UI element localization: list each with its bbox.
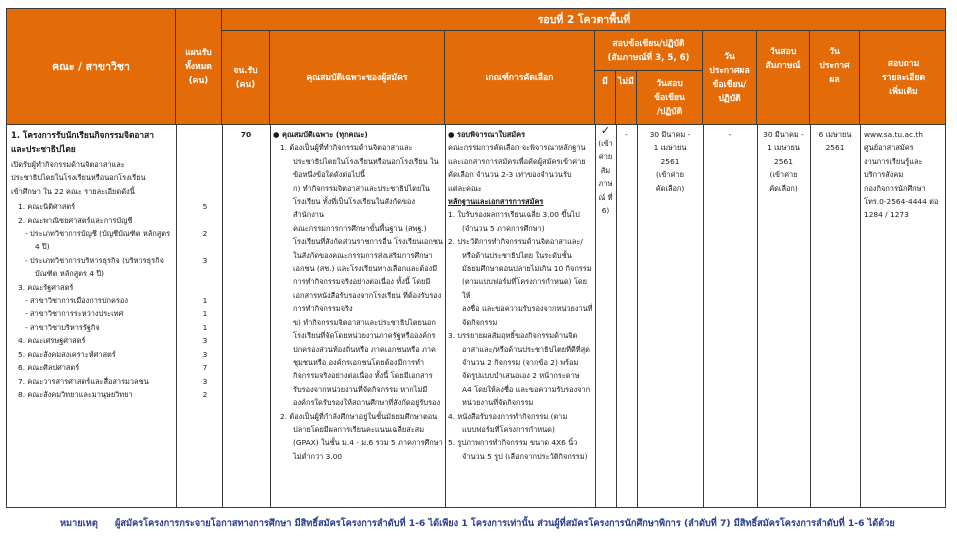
faculty-row [11,254,217,267]
contact-cell: www.sa.tu.ac.th ศูนย์อาสาสมัคร งานการเรียนรู้และ บริการสังคม กองกิจการนักศึกษา โทร.0-2564-4444 ต่อ 1284 / 1273 [864,128,946,222]
footer-note-label: หมายเหตุ [60,518,98,529]
criteria-line: อาสาและ/หรือด้านประชาธิปไตยที่ดีที่สุด [462,344,590,354]
faculty-name: 4. คณะเศรษฐศาสตร์ [18,336,86,346]
faculty-name: - ประเภทวิชาการบัญชี (บัญชีบัณฑิต หลักสูตร [25,229,171,239]
header-interview-date: วันสอบ สัมภาษณ์ [757,31,810,125]
qualification-line: ข) ทำกิจกรรมจิตอาสาและประชาธิปไตยนอก [293,317,436,327]
qualification-line: 1. ต้องเป็นผู้ที่ทำกิจกรรมด้านจิตอาสาและ [280,143,413,153]
header-accept-count: จน.รับ (คน) [222,31,270,125]
faculty-row [11,375,217,388]
faculty-row [11,321,217,334]
faculty-row [11,227,217,240]
criteria-line: จำนวน 2 กิจกรรม (จากข้อ 2) พร้อม [462,357,579,367]
faculty-row [11,200,217,213]
qualification-line: เอกสารหนังสือรับรองจากโรงเรียน ที่ต้องรับรอง [293,290,442,300]
qualification-line: ปกครองส่วนท้องถิ่นหรือ ภาคเอกชนหรือ ภาค [293,344,436,354]
header-total-quota: แผนรับ ทั้งหมด (คน) [176,9,222,125]
contact-website-link[interactable]: www.sa.tu.ac.th [864,130,923,139]
qualification-line: การทำกิจกรรมจริง [293,304,353,314]
qualification-line: รับรองจากหน่วยงานที่จัดกิจกรรม หากไม่มี [293,384,428,394]
footer-note-text: ผู้สมัครโครงการกระจายโอกาสทางการศึกษา มีสิทธิ์สมัครโครงการลำดับที่ 1-6 ได้เพียง 1 โครงการเท่านั้น ส่วนผู้ที่สมัครโครงการนักศึกษาพิการ (ลำดับที่ 7) มีสิทธิ์สมัครโครงการลำดับที่ 1-6 ได้ด้วย [115,518,895,529]
check-icon: ✓ [600,124,611,137]
program-description: เปิดรับผู้ทำกิจกรรมด้านจิตอาสาและ ประชาธิปไตยในโรงเรียนหรือนอกโรงเรียน เข้าศึกษา ใน 22 คณะ รายละเอียดดังนี้ [11,160,146,196]
qualification-line: คณะกรรมการการศึกษาขั้นพื้นฐาน (สพฐ.) [293,223,427,233]
header-exam-date: วันสอบ ข้อเขียน /ปฏิบัติ [637,71,703,125]
faculty-name: 2. คณะพาณิชยศาสตร์และการบัญชี [18,215,133,225]
program-column [11,128,217,401]
header-apply-group: สอบข้อเขียน/ปฏิบัติ (สัมภาษณ์ที่ 3, 5, 6) [595,31,703,71]
accept-count: 70 [240,130,252,139]
faculty-row [11,334,217,347]
has-exam-cell: ✓ (เข้าค่าย สัมภาษ ณ์ ที่ 6) [595,125,616,217]
faculty-row [11,294,217,307]
faculty-name: - สาขาวิชาบริหารรัฐกิจ [25,322,100,332]
faculty-quota: 3 [202,255,208,265]
faculty-quota: 2 [202,389,208,399]
criteria-line: (จำนวน 5 ภาคการศึกษา) [462,223,545,233]
faculty-name: 6. คณะศิลปศาสตร์ [18,363,80,373]
qualification-line: กิจกรรมจริงอย่างต่อเนื่อง ทั้งนี้ โดยมีเอกสาร [293,371,433,381]
qualification-line: เอกชน (สช.) และโรงเรียนทางเลือกและต้องมี [293,264,438,274]
qualification-line: โรงเรียนที่สังกัดส่วนราชการอื่น โรงเรียนเอกชน [293,237,443,247]
criteria-line: (ตามแบบฟอร์มที่โครงการกำหนด) โดยให้ [462,277,588,300]
qualification-line: โรงเรียนที่จัดโดยหน่วยงานภาครัฐหรือองค์กร [293,331,436,341]
criteria-line: จัดรูปแบบบำเสนอเอง 2 หน้ากระดาษ [462,371,580,381]
qualification-line: 2. ต้องเป็นผู้ที่กำลังศึกษาอยู่ในชั้นมัธยมศึกษาตอน [280,411,438,421]
faculty-name: 3. คณะรัฐศาสตร์ [18,282,74,292]
announce-exam-cell: - [728,130,732,139]
qualification-line: โรงเรียน ทั้งที่เป็นโรงเรียนในสังกัดของสำนักงาน [293,197,415,220]
program-title: 1. โครงการรับนักเรียนกิจกรรมจิตอาสา และประชาธิปไตย [11,130,154,154]
qualification-line: ไม่ต่ำกว่า 3.00 [293,451,343,461]
admission-table [6,8,946,508]
faculty-name: บัณฑิต หลักสูตร 4 ปี) [35,269,104,279]
header-announce-result: วัน ประกาศ ผล [810,31,860,125]
qualification-line: ● คุณสมบัติเฉพาะ (ทุกคณะ) [273,130,368,139]
qualification-line: การทำกิจกรรมจริงอย่างต่อเนื่อง ทั้งนี้ โดยมี [293,277,431,287]
faculty-row [11,240,217,253]
criteria-list [448,128,594,463]
faculty-name: - ประเภทวิชาการบริหารธุรกิจ (บริหารธุรกิจ [25,255,164,265]
faculty-row [11,281,217,294]
qualification-line: ชุมชนหรือ องค์กรเอกชนโดยต้องมีการทำ [293,357,424,367]
criteria-line: 3. บรรยายผลสัมฤทธิ์ของกิจกรรมด้านจิต [448,331,578,341]
header-criteria: เกณฑ์การคัดเลือก [445,31,595,125]
criteria-line: หรือด้านประชาธิปไตย ในระดับชั้น [462,250,572,260]
criteria-line: แบบฟอร์มที่โครงการกำหนด) [462,424,555,434]
faculty-list [11,200,217,401]
criteria-line: ● รอบพิจารณาใบสมัคร [448,130,526,139]
criteria-line: ลงชื่อ และขอความรับรองจากหน่วยงานที่ [462,304,593,314]
qualification-line: ปลายโดยมีผลการเรียนคะแนนเฉลี่ยสะสม [293,424,425,434]
header-faculty: คณะ / สาขาวิชา [7,9,176,125]
exam-date-cell: 30 มีนาคม - 1 เมษายน 2561 (เข้าค่าย คัดเลือก) [649,130,691,193]
faculty-quota: 2 [202,229,208,239]
qualification-line: (GPAX) ในชั้น ม.4 - ม.6 รวม 5 ภาคการศึกษา [293,438,443,448]
faculty-quota [197,267,213,280]
faculty-name: 8. คณะสังคมวิทยาและมานุษยวิทยา [18,389,133,399]
criteria-line: 1. ใบรับรองผลการเรียนเฉลี่ย 3.00 ขึ้นไป [448,210,580,220]
header-contact: สอบถาม รายละเอียด เพิ่มเติม [860,31,946,125]
qualification-line: ก) ทำกิจกรรมจิตอาสาและประชาธิปไตยใน [293,183,430,193]
criteria-line: 2. ประวัติการทำกิจกรรมด้านจิตอาสาและ/ [448,237,583,247]
faculty-name: 4 ปี) [35,242,50,252]
criteria-line: หลักฐานและเอกสารการสมัคร [448,197,544,207]
faculty-name: 7. คณะวารสารศาสตร์และสื่อสารมวลชน [18,376,149,386]
qualification-line: องค์กรใดรับรองให้สถานศึกษาที่สังกัดอยู่รับรอง [293,398,441,408]
faculty-row [11,214,217,227]
qualification-line: ในสังกัดของคณะกรรมการส่งเสริมการศึกษา [293,250,433,260]
header-none: ไม่มี [616,71,637,125]
faculty-quota: 1 [202,322,208,332]
faculty-quota: 3 [202,349,208,359]
faculty-name: - สาขาวิชาการระหว่างประเทศ [25,309,124,319]
criteria-line: คณะกรรมการคัดเลือก จะพิจารณาหลักฐาน [448,143,586,153]
criteria-line: จำนวน 5 รูป (เลือกจากประวัติกิจกรรม) [462,451,588,461]
criteria-line: มัธยมศึกษาตอนปลายไม่เกิน 10 กิจกรรม [462,264,592,274]
faculty-name: 1. คณะนิติศาสตร์ [18,202,76,212]
header-has: มี [595,71,616,125]
criteria-line: A4 โดยให้ลงชื่อ และขอความรับรองจาก [462,384,591,394]
faculty-row [11,388,217,401]
faculty-row [11,307,217,320]
faculty-row [11,267,217,280]
criteria-line: หน่วยงานที่จัดกิจกรรม [462,398,534,408]
faculty-row [11,348,217,361]
qualification-line: ประชาธิปไตยในโรงเรียนหรือนอกโรงเรียน ใน [293,156,439,166]
criteria-line: และเอกสารการสมัครเพื่อคัดผู้สมัครเข้าค่าย [448,156,586,166]
criteria-line: จัดกิจกรรม [462,317,498,327]
faculty-quota [197,240,213,253]
announce-result-cell: 6 เมษายน 2561 [818,130,852,153]
criteria-line: 4. หนังสือรับรองการทำกิจกรรม (ตาม [448,411,568,421]
faculty-quota [197,214,213,227]
criteria-line: 5. รูปภาพการทำกิจกรรม ขนาด 4X6 นิ้ว [448,438,578,448]
none-exam-cell: - [625,130,628,139]
faculty-name: - สาขาวิชาการเมืองการปกครอง [25,296,128,306]
criteria-line: แต่ละคณะ [448,183,482,193]
faculty-quota: 3 [202,376,208,386]
faculty-row [11,361,217,374]
faculty-quota: 7 [202,363,208,373]
faculty-quota: 3 [202,336,208,346]
qualifications-list [273,128,443,463]
footer-note [60,516,895,531]
faculty-quota: 1 [202,309,208,319]
header-round-title: รอบที่ 2 โควตาพื้นที่ [222,9,946,31]
faculty-name: 5. คณะสังคมสงเคราะห์ศาสตร์ [18,349,116,359]
faculty-quota: 5 [202,202,208,212]
faculty-quota [197,281,213,294]
criteria-line: คัดเลือก จำนวน 2-3 เท่าของจำนวนรับ [448,170,572,180]
header-announce-exam: วัน ประกาศผล ข้อเขียน/ ปฏิบัติ [703,31,757,125]
interview-date-cell: 30 มีนาคม - 1 เมษายน 2561 (เข้าค่าย คัดเลือก) [763,130,804,193]
faculty-quota: 1 [202,296,208,306]
qualification-line: ข้อหนึ่งข้อใดดังต่อไปนี้ [293,170,366,180]
header-qualifications: คุณสมบัติเฉพาะของผู้สมัคร [270,31,445,125]
